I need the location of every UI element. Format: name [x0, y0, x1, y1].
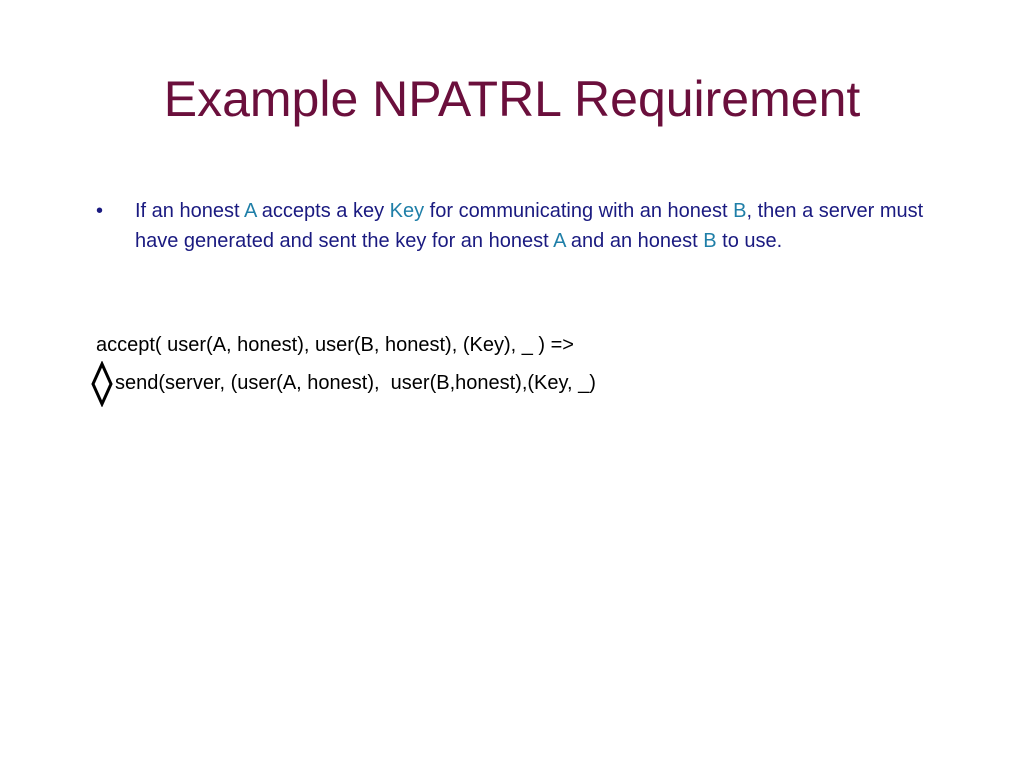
- formula-line-2: send(server, (user(A, honest), user(B,honest),(Key, _): [115, 372, 596, 394]
- slide-title: Example NPATRL Requirement: [163, 71, 861, 127]
- bullet-marker: •: [96, 200, 104, 222]
- diamond-icon: [90, 361, 114, 407]
- bullet-segment: to use.: [716, 230, 783, 252]
- variable-b: B: [703, 230, 717, 252]
- variable-a: A: [553, 230, 566, 252]
- variable-b: B: [733, 200, 747, 222]
- bullet-segment: , then a server must have generated and sent the key for an honest: [135, 200, 924, 252]
- bullet-segment: accepts a key: [256, 200, 390, 222]
- variable-a: A: [243, 200, 257, 222]
- variable-key: Key: [389, 200, 425, 222]
- bullet-segment: and an honest: [565, 230, 704, 252]
- bullet-segment: If an honest: [135, 200, 244, 222]
- formula-line-1: accept( user(A, honest), user(B, honest), (Key), _ ) =>: [96, 334, 574, 356]
- bullet-segment: for communicating with an honest: [424, 200, 734, 222]
- bullet-text: [135, 196, 925, 256]
